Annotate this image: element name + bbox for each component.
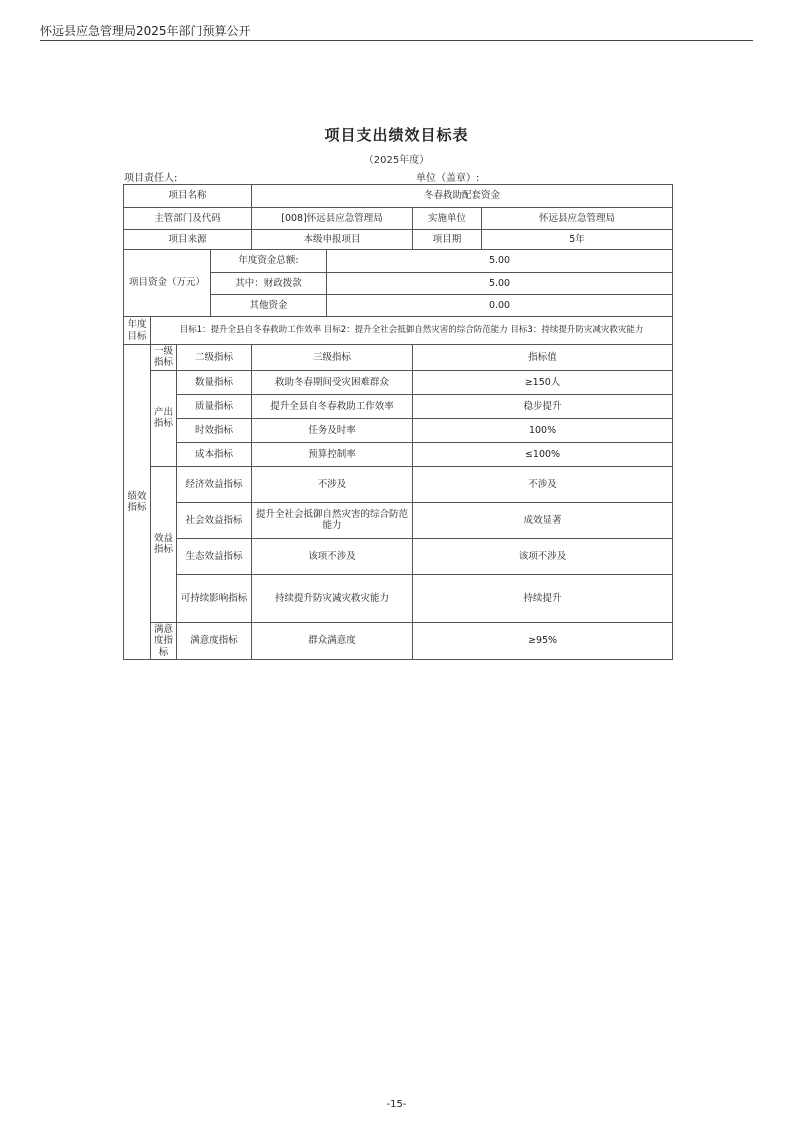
benefit-value: 不涉及	[413, 466, 673, 502]
table-row	[124, 394, 673, 418]
project-funds-label: 项目资金（万元）	[124, 250, 211, 317]
table-row	[124, 622, 673, 659]
benefit-value: 该项不涉及	[413, 538, 673, 574]
performance-indicators-label: 绩效指标	[124, 345, 151, 660]
header-divider	[40, 40, 753, 41]
page-number: -15-	[386, 1099, 407, 1110]
project-name-label: 项目名称	[124, 185, 252, 208]
table-row	[124, 538, 673, 574]
project-period-label: 项目期	[413, 230, 482, 250]
output-level2: 成本指标	[177, 442, 252, 466]
benefit-level3: 提升全社会抵御自然灾害的综合防范能力	[252, 502, 413, 538]
performance-target-table	[123, 184, 673, 660]
benefit-level3: 不涉及	[252, 466, 413, 502]
satisfaction-level3: 群众满意度	[252, 622, 413, 659]
output-indicators-label: 产出指标	[151, 370, 177, 466]
benefit-level2: 经济效益指标	[177, 466, 252, 502]
output-level3: 预算控制率	[252, 442, 413, 466]
impl-unit-label: 实施单位	[413, 208, 482, 230]
benefit-level2: 社会效益指标	[177, 502, 252, 538]
benefit-value: 成效显著	[413, 502, 673, 538]
table-row	[124, 370, 673, 394]
table-row	[124, 502, 673, 538]
benefit-level2: 生态效益指标	[177, 538, 252, 574]
fiscal-appropriation-value: 5.00	[327, 273, 673, 295]
table-row	[124, 185, 673, 208]
output-level3: 救助冬春期间受灾困难群众	[252, 370, 413, 394]
project-period-value: 5年	[482, 230, 673, 250]
unit-seal-label: 单位（盖章）:	[416, 173, 480, 184]
output-level2: 数量指标	[177, 370, 252, 394]
other-funds-value: 0.00	[327, 295, 673, 317]
document-title: 项目支出绩效目标表	[324, 126, 469, 144]
output-value: ≥150人	[413, 370, 673, 394]
annual-total-value: 5.00	[327, 250, 673, 273]
table-row	[124, 418, 673, 442]
table-row	[124, 574, 673, 622]
output-level3: 任务及时率	[252, 418, 413, 442]
table-row	[124, 208, 673, 230]
table-row	[124, 250, 673, 273]
header-value: 指标值	[413, 345, 673, 371]
dept-value: [008]怀远县应急管理局	[252, 208, 413, 230]
table-row	[124, 317, 673, 345]
header-level1: 一级指标	[151, 345, 177, 371]
project-source-label: 项目来源	[124, 230, 252, 250]
other-funds-label: 其他资金	[211, 295, 327, 317]
project-source-value: 本级申报项目	[252, 230, 413, 250]
benefit-level3: 该项不涉及	[252, 538, 413, 574]
output-value: 100%	[413, 418, 673, 442]
benefit-level3: 持续提升防灾减灾救灾能力	[252, 574, 413, 622]
header-level3: 三级指标	[252, 345, 413, 371]
output-level3: 提升全县自冬春救助工作效率	[252, 394, 413, 418]
table-row	[124, 442, 673, 466]
page-header-title: 怀远县应急管理局2025年部门预算公开	[40, 24, 251, 38]
satisfaction-level2: 满意度指标	[177, 622, 252, 659]
annual-goal-label: 年度目标	[124, 317, 151, 345]
dept-label: 主管部门及代码	[124, 208, 252, 230]
output-value: ≤100%	[413, 442, 673, 466]
benefit-level2: 可持续影响指标	[177, 574, 252, 622]
table-row	[124, 230, 673, 250]
responsible-person-label: 项目责任人:	[124, 173, 178, 184]
benefit-value: 持续提升	[413, 574, 673, 622]
annual-total-label: 年度资金总额:	[211, 250, 327, 273]
satisfaction-value: ≥95%	[413, 622, 673, 659]
table-row	[124, 345, 673, 371]
table-row	[124, 466, 673, 502]
project-name-value: 冬春救助配套资金	[252, 185, 673, 208]
header-level2: 二级指标	[177, 345, 252, 371]
document-year: （2025年度）	[363, 155, 430, 166]
impl-unit-value: 怀远县应急管理局	[482, 208, 673, 230]
output-value: 稳步提升	[413, 394, 673, 418]
fiscal-appropriation-label: 其中：财政拨款	[211, 273, 327, 295]
output-level2: 质量指标	[177, 394, 252, 418]
annual-goal-text: 目标1：提升全县自冬春救助工作效率 目标2：提升全社会抵御自然灾害的综合防范能力 目标3：持续提升防灾减灾救灾能力	[151, 317, 673, 345]
benefit-indicators-label: 效益指标	[151, 466, 177, 622]
output-level2: 时效指标	[177, 418, 252, 442]
satisfaction-indicators-label: 满意度指标	[151, 622, 177, 659]
